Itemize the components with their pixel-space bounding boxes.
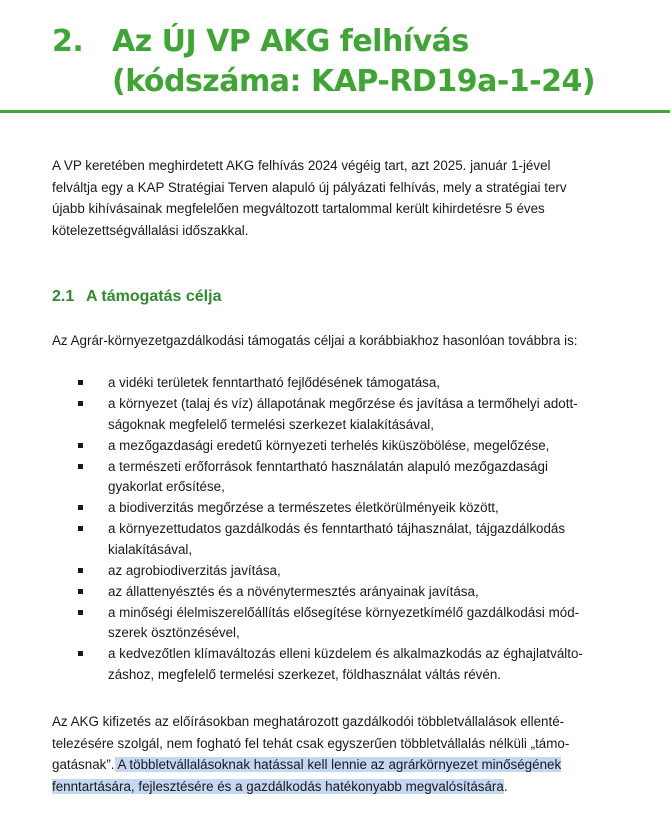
intro-line: kötelezettségvállalási időszakkal. [52, 222, 249, 238]
closing-text: gatásnak”. [52, 757, 115, 772]
closing-line [52, 754, 648, 776]
chapter-heading [52, 22, 662, 102]
bullet-square-icon [78, 505, 83, 510]
closing-line [52, 776, 648, 798]
goal-item [78, 582, 648, 603]
bullet-square-icon [78, 526, 83, 531]
closing-line: Az AKG kifizetés az előírásokban meghatározott gazdálkodói többletvállalások ellenté- [52, 714, 565, 729]
bullet-square-icon [78, 443, 83, 448]
goal-item [78, 394, 648, 435]
highlighted-text[interactable]: fenntartására, fejlesztésére és a gazdálkodás hatékonyabb megvalósítására [52, 778, 504, 794]
closing-text: . [503, 778, 508, 794]
goal-item-text: a természeti erőforrások fenntartható használatán alapuló mezőgazdasági [108, 458, 548, 474]
heading-divider [0, 110, 670, 113]
goal-item-text: a környezettudatos gazdálkodás és fenntartható tájhasználat, tájgazdálkodás [108, 521, 566, 536]
goal-list [78, 373, 648, 686]
chapter-title-line-1: Az ÚJ VP AKG felhívás [112, 24, 469, 59]
goal-item-text: szerek ösztönzésével, [108, 625, 240, 640]
goal-item-text: az állattenyésztés és a növénytermesztés arányainak javítása, [108, 583, 479, 599]
goal-item-text: az agrobiodiverzitás javítása, [108, 562, 281, 578]
goal-item-text: ságoknak megfelelő termelési szerkezet kialakításával, [108, 416, 434, 432]
goal-item [78, 436, 648, 457]
goal-item [78, 561, 648, 582]
goal-item-text: gyakorlat erősítése, [108, 479, 225, 494]
bullet-square-icon [78, 464, 83, 469]
section-number: 2.1 [52, 288, 75, 305]
bullet-square-icon [78, 401, 83, 406]
closing-paragraph [52, 711, 648, 797]
intro-line: felváltja egy a KAP Stratégiai Terven alapuló új pályázati felhívás, mely a stratégiai terv [52, 179, 567, 195]
goal-item [78, 373, 648, 394]
bullet-square-icon [78, 589, 83, 594]
goal-item-text: kialakításával, [108, 541, 193, 557]
bullet-square-icon [78, 568, 83, 573]
section-intro [52, 330, 648, 352]
chapter-number: 2. [52, 24, 84, 59]
goal-item-text: záshoz, megfelelő termelési szerkezet, földhasználat váltás révén. [108, 666, 501, 682]
intro-line: A VP keretében meghirdetett AKG felhívás 2024 végéig tart, azt 2025. január 1-jével [52, 158, 551, 173]
goal-item [78, 519, 648, 560]
bullet-square-icon [78, 380, 83, 385]
goal-item-text: a környezet (talaj és víz) állapotának megőrzése és javítása a termőhelyi adott- [108, 396, 578, 411]
goal-item-text: a biodiverzitás megőrzése a természetes életkörülményeik között, [108, 500, 499, 515]
goal-item [78, 498, 648, 519]
chapter-title-line-2: (kódszáma: KAP-RD19a-1-24) [112, 64, 596, 99]
goal-item-text: a mezőgazdasági eredetű környezeti terhelés kiküszöbölése, megelőzése, [108, 437, 550, 453]
goal-item [78, 457, 648, 498]
goal-item-text: a vidéki területek fenntartható fejlődésének támogatása, [108, 375, 441, 390]
bullet-square-icon [78, 651, 83, 656]
highlighted-text[interactable]: A többletvállalásoknak hatással kell lennie az agrárkörnyezet minőségének [114, 757, 562, 772]
goal-item [78, 603, 648, 644]
section-heading [52, 286, 221, 308]
goal-item-text: a kedvezőtlen klímaváltozás elleni küzdelem és alkalmazkodás az éghajlatválto- [108, 646, 583, 661]
bullet-square-icon [78, 610, 83, 615]
section-title: A támogatás célja [86, 288, 222, 305]
section-intro-text: Az Agrár-környezetgazdálkodási támogatás céljai a korábbiakhoz hasonlóan továbbra is: [52, 333, 578, 348]
goal-item-text: a minőségi élelmiszerelőállítás elősegítése környezetkímélő gazdálkodási mód- [108, 604, 580, 620]
intro-line: újabb kihívásainak megfelelően megváltozott tartalommal került kihirdetésre 5 éves [52, 201, 545, 216]
closing-line: telezésére szolgál, nem fogható fel tehát csak egyszerűen többletvállalás nélküli „támo- [52, 735, 570, 751]
intro-paragraph [52, 155, 648, 241]
chapter-title [112, 22, 595, 102]
goal-item [78, 644, 648, 685]
